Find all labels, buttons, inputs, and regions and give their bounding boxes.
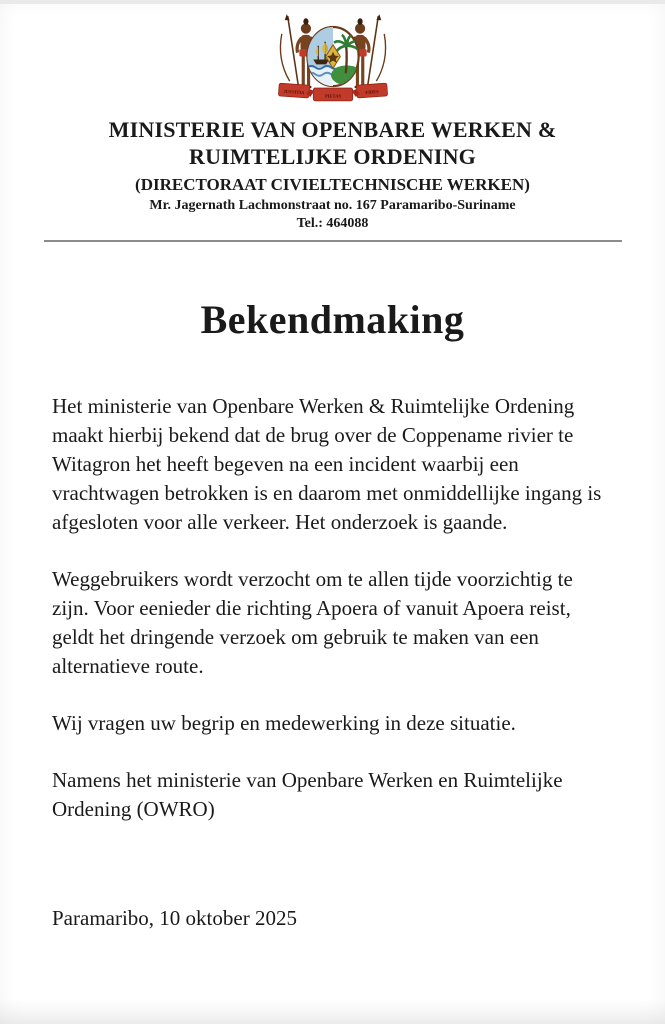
paragraph-bridge-closure: Het ministerie van Openbare Werken & Ruimtelijke Ordening maakt hierbij bekend dat de brug over de Coppename rivier te Witagron het heeft begeven na een incident waarbij een vrachtwagen betrokken is en daarom met onmiddellijke ingang is afgesloten voor alle verkeer. Het onderzoek is gaande.: [52, 393, 602, 534]
paragraph-signoff: Namens het ministerie van Openbare Werken en Ruimtelijke Ordening (OWRO): [52, 767, 563, 821]
paragraph-road-users-advice: Weggebruikers wordt verzocht om te allen tijde voorzichtig te zijn. Voor eenieder die richting Apoera of vanuit Apoera reist, geldt het dringende verzoek om gebruik te maken van een alternatieve route.: [52, 566, 573, 678]
paragraph-understanding-request: Wij vragen uw begrip en medewerking in deze situatie.: [52, 710, 516, 735]
motto-pietas: PIETAS: [324, 93, 341, 99]
suriname-coat-of-arms-icon: [268, 12, 398, 105]
letterhead: [0, 0, 665, 242]
address-line: Mr. Jagernath Lachmonstraat no. 167 Paramaribo-Suriname: [149, 197, 516, 213]
coat-of-arms-svg: [268, 12, 398, 105]
directorate-line: (DIRECTORAAT CIVIELTECHNISCHE WERKEN): [135, 174, 530, 194]
motto-justitia: JUSTITIA: [282, 88, 305, 96]
ministry-name: MINISTERIE VAN OPENBARE WERKEN & RUIMTELIJKE ORDENING: [108, 117, 557, 169]
letterhead-divider: [44, 240, 622, 242]
phone-line: Tel.: 464088: [296, 215, 369, 231]
document-body: [52, 392, 613, 933]
dateline: Paramaribo, 10 oktober 2025: [52, 905, 297, 930]
motto-fides: FIDES: [364, 89, 379, 95]
document-title: Bekendmaking: [200, 296, 465, 342]
